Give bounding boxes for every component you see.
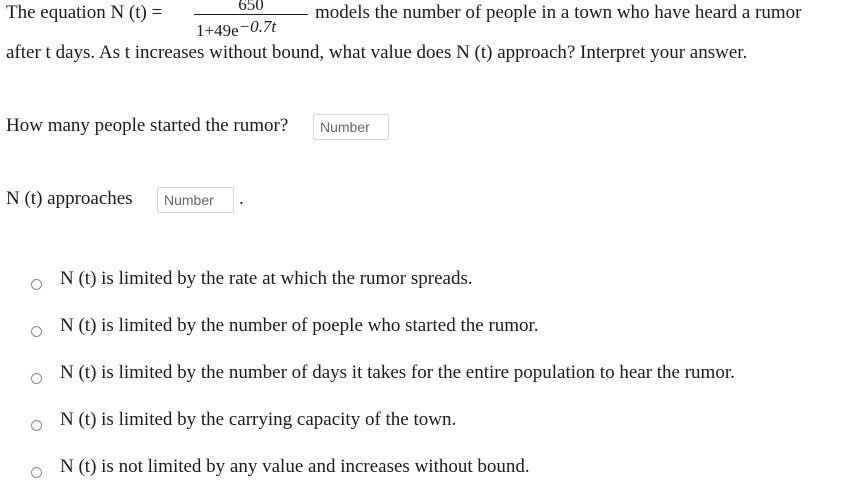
option-label-4[interactable]: N (t) is limited by the carrying capacity of the town.	[60, 409, 457, 430]
limit-value-input[interactable]	[157, 187, 234, 213]
option-label-1[interactable]: N (t) is limited by the rate at which the rumor spreads.	[60, 268, 473, 289]
option-radio-4[interactable]	[31, 420, 42, 431]
question-line1-rest: models the number of people in a town who have heard a rumor	[315, 2, 802, 23]
denominator-base: 1+49e	[196, 21, 239, 40]
fraction-bar	[194, 14, 308, 15]
started-count-input[interactable]	[313, 114, 389, 140]
started-prompt-label: How many people started the rumor?	[6, 115, 289, 136]
fraction-denominator	[196, 17, 276, 41]
equation-lhs: The equation N (t) =	[6, 2, 163, 23]
question-line2: after t days. As t increases without bound, what value does N (t) approach? Interpret your answer.	[6, 42, 748, 63]
option-radio-3[interactable]	[31, 373, 42, 384]
approaches-label: N (t) approaches	[6, 188, 133, 209]
option-radio-1[interactable]	[31, 279, 42, 290]
fraction-numerator: 650	[238, 0, 264, 14]
option-label-3[interactable]: N (t) is limited by the number of days it takes for the entire population to hear the rumor.	[60, 362, 735, 383]
denominator-exponent: −0.7t	[238, 17, 277, 36]
option-radio-5[interactable]	[31, 467, 42, 478]
option-label-2[interactable]: N (t) is limited by the number of poeple who started the rumor.	[60, 315, 539, 336]
approaches-suffix: .	[239, 188, 244, 209]
option-radio-2[interactable]	[31, 326, 42, 337]
option-label-5[interactable]: N (t) is not limited by any value and increases without bound.	[60, 456, 530, 477]
